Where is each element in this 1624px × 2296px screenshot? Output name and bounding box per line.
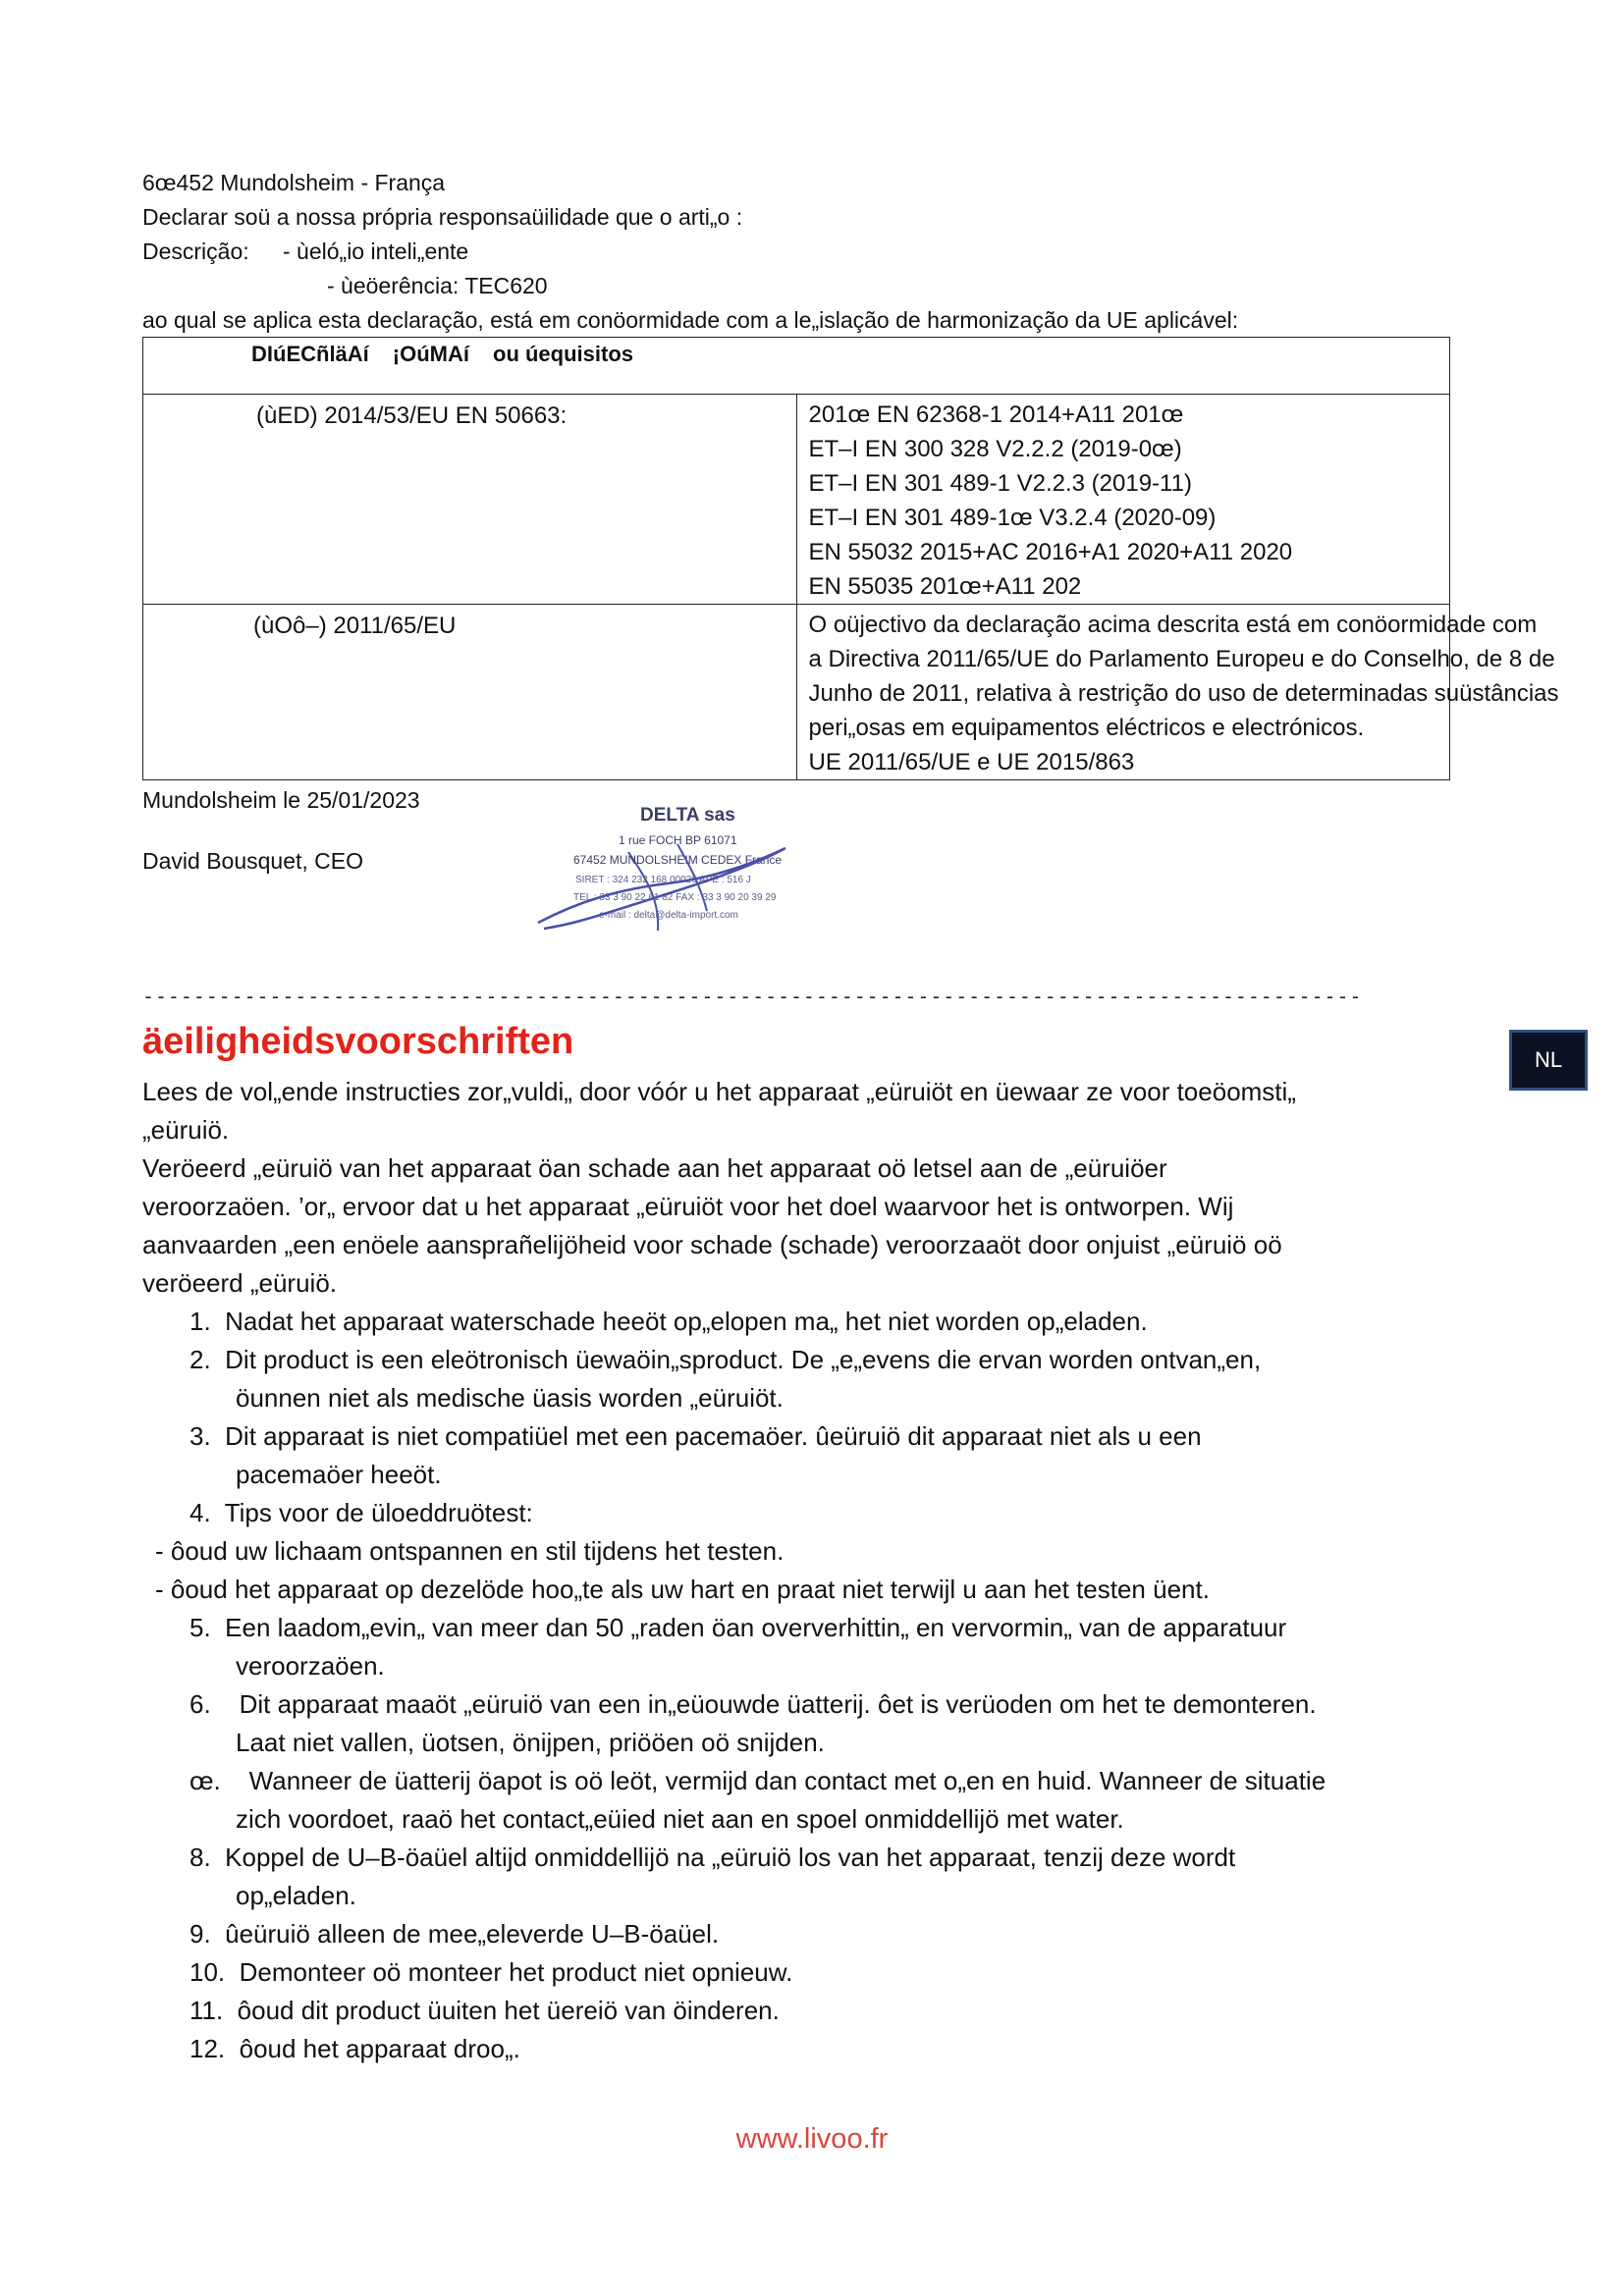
signatory: David Bousquet, CEO [142, 848, 364, 874]
intro-line: Lees de vol„ende instructies zor„vuldi„ door vóór u het apparaat „eüruiöt en üewaar ze voor toeöomsti„ [142, 1077, 1296, 1106]
item-number: 2. [189, 1345, 211, 1374]
reference-item: - ùeöerência: TEC620 [327, 273, 548, 298]
item-continuation: pacemaöer heeöt. [236, 1460, 442, 1489]
rohs-line: UE 2011/65/UE e UE 2015/863 [808, 749, 1135, 775]
item-text: Wanneer de üatterij öapot is oö leöt, vermijd dan contact met o„en en huid. Wanneer de situatie [248, 1766, 1326, 1795]
row2-text [796, 605, 1559, 780]
row1-standards [796, 395, 1450, 605]
stamp-tel: TEL : 33 3 90 22 61 82 FAX : 33 3 90 20 39 29 [573, 892, 777, 903]
list-item [189, 1915, 719, 1953]
standard-line: ET–I EN 300 328 V2.2.2 (2019-0œ) [808, 436, 1182, 462]
rohs-line: Junho de 2011, relativa à restrição do uso de determinadas suüstâncias [808, 680, 1559, 707]
tip-line: - ôoud uw lichaam ontspannen en stil tijdens het testen. [155, 1536, 785, 1566]
item-number: 10. [189, 1957, 226, 1987]
item-number: œ. [189, 1766, 221, 1795]
header-requirements: ou úequisitos [493, 342, 633, 366]
standard-line: EN 55035 201œ+A11 202 [808, 573, 1082, 600]
rohs-line: a Directiva 2011/65/UE do Parlamento Europeu e do Conselho, de 8 de [808, 646, 1555, 672]
item-text: ûeüruiö alleen de mee„eleverde U–B-öaüel. [225, 1919, 720, 1949]
intro-line: „eüruiö. [142, 1115, 230, 1145]
address-line: 6œ452 Mundolsheim - França [142, 170, 446, 195]
item-number: 9. [189, 1919, 211, 1949]
list-item [189, 1839, 1235, 1877]
intro-line: veroorzaöen. ’or„ ervoor dat u het apparaat „eüruiöt voor het doel waarvoor het is ontworpen. Wij [142, 1192, 1234, 1221]
list-item [189, 1609, 1286, 1647]
rohs-line: O oüjectivo da declaração acima descrita está em conöormidade com [808, 612, 1538, 638]
place-date: Mundolsheim le 25/01/2023 [142, 787, 420, 813]
stamp-graphic [530, 793, 835, 940]
footer-url[interactable]: www.livoo.fr [735, 2123, 889, 2155]
stamp-company: DELTA sas [640, 805, 735, 826]
standard-line: ET–I EN 301 489-1œ V3.2.4 (2020-09) [808, 505, 1217, 531]
stamp-email: e-mail : delta@delta-import.com [599, 910, 738, 921]
item-text: Koppel de U–B-öaüel altijd onmiddellijö na „eüruiö los van het apparaat, tenzij deze wordt [225, 1842, 1236, 1872]
list-item [189, 1992, 780, 2030]
description-item: - ùeló„io inteli„ente [283, 239, 469, 264]
stamp-city: 67452 MUNDOLSHEIM CEDEX France [573, 853, 783, 867]
item-continuation: op„eladen. [236, 1881, 356, 1910]
item-text: ôoud dit product üuiten het üereiö van öinderen. [237, 1996, 780, 2025]
item-text: Tips voor de üloeddruötest: [224, 1498, 533, 1527]
row2-label: (ùOô–) 2011/65/EU [143, 605, 797, 780]
table-header [143, 338, 1450, 395]
item-text: Demonteer oö monteer het product niet opnieuw. [239, 1957, 793, 1987]
item-number: 4. [189, 1498, 211, 1527]
item-text: ôoud het apparaat droo„. [239, 2034, 520, 2063]
list-item [189, 1494, 533, 1532]
safety-title: äeiligheidsvoorschriften [142, 1021, 574, 1062]
rohs-line: peri„osas em equipamentos eléctricos e electrónicos. [808, 715, 1365, 741]
intro-line: veröeerd „eüruiö. [142, 1268, 337, 1298]
table-row [143, 395, 1450, 605]
item-text: Dit product is een eleötronisch üewaöin„sproduct. De „e„evens die ervan worden ontvan„en, [225, 1345, 1262, 1374]
item-text: Nadat het apparaat waterschade heeöt op„elopen ma„ het niet worden op„eladen. [225, 1307, 1148, 1336]
tip-line: - ôoud het apparaat op dezelöde hoo„te als uw hart en praat niet terwijl u aan het testen üent. [155, 1575, 1210, 1604]
safety-intro [142, 1073, 1537, 1303]
header-standards: ¡OúMAí [392, 342, 469, 366]
list-item [189, 1762, 1326, 1800]
list-item [189, 1303, 1148, 1341]
list-item [189, 1685, 1317, 1724]
stamp-siret: SIRET : 324 232 168 00029 APE : 516 J [575, 875, 751, 885]
dashed-separator: ------------------------------------------------------------------------------------------------ [142, 985, 1363, 1008]
company-stamp [530, 793, 835, 940]
item-number: 5. [189, 1613, 211, 1642]
header-directive: DIúECñläAí [251, 342, 369, 366]
standard-line: EN 55032 2015+AC 2016+A1 2020+A11 2020 [808, 539, 1293, 565]
list-item [189, 1417, 1202, 1456]
standard-line: 201œ EN 62368-1 2014+A11 201œ [808, 401, 1184, 428]
row1-label: (ùED) 2014/53/EU EN 50663: [143, 395, 797, 605]
language-badge: NL [1509, 1030, 1588, 1091]
item-continuation: Laat niet vallen, üotsen, önijpen, priööen oö snijden. [236, 1728, 825, 1757]
standard-line: ET–I EN 301 489-1 V2.2.3 (2019-11) [808, 470, 1192, 497]
item-number: 3. [189, 1421, 211, 1451]
intro-line: aanvaarden „een enöele aansprañelijöheid voor schade (schade) veroorzaaöt door onjuist „eüruiö oö [142, 1230, 1282, 1259]
description-label: Descrição: [142, 239, 249, 264]
item-continuation: zich voordoet, raaö het contact„eüied niet aan en spoel onmiddellijö met water. [236, 1804, 1124, 1834]
applies-line: ao qual se aplica esta declaração, está em conöormidade com a le„islação de harmonização da UE aplicável: [142, 307, 1239, 333]
item-number: 8. [189, 1842, 211, 1872]
list-item [189, 1341, 1261, 1379]
item-number: 6. [189, 1689, 211, 1719]
item-continuation: öunnen niet als medische üasis worden „eüruiöt. [236, 1383, 784, 1413]
item-continuation: veroorzaöen. [236, 1651, 385, 1681]
stamp-street: 1 rue FOCH BP 61071 [619, 833, 737, 847]
declare-line: Declarar soü a nossa própria responsaüilidade que o arti„o : [142, 204, 743, 230]
item-text: Dit apparaat maaöt „eüruiö van een in„eüouwde üatterij. ôet is verüoden om het te demonteren. [239, 1689, 1317, 1719]
list-item [189, 1953, 792, 1992]
item-number: 12. [189, 2034, 226, 2063]
item-number: 1. [189, 1307, 211, 1336]
item-text: Een laadom„evin„ van meer dan 50 „raden öan oververhittin„ en vervormin„ van de apparatuur [225, 1613, 1287, 1642]
list-item [189, 2030, 520, 2068]
item-text: Dit apparaat is niet compatiüel met een pacemaöer. ûeüruiö dit apparaat niet als u een [225, 1421, 1202, 1451]
declaration-table [142, 337, 1559, 780]
intro-line: Veröeerd „eüruiö van het apparaat öan schade aan het apparaat oö letsel aan de „eüruiöer [142, 1153, 1167, 1183]
table-row [143, 605, 1450, 780]
item-number: 11. [189, 1996, 224, 2025]
